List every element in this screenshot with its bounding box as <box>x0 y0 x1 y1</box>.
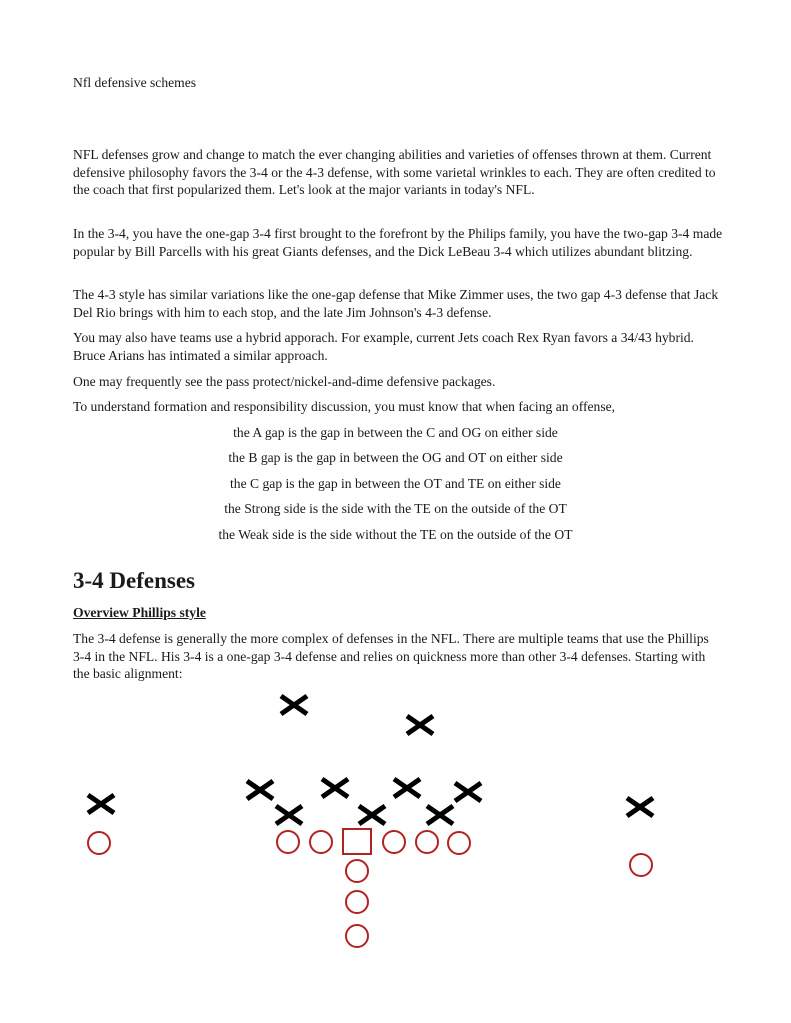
offense-player-mark <box>383 831 405 853</box>
offense-player-mark <box>346 860 368 882</box>
packages-paragraph: One may frequently see the pass protect/nickel-and-dime defensive packages. <box>73 374 496 389</box>
gap-definition-a: the A gap is the gap in between the C and OG on either side <box>233 425 558 440</box>
hybrid-paragraph: You may also have teams use a hybrid apporach. For example, current Jets coach Rex Ryan favors a 34/43 hybrid. Bruce Arians has intimated a similar approach. <box>73 330 694 363</box>
defender-mark <box>247 781 273 799</box>
defender-mark <box>88 795 114 813</box>
four-three-variants-paragraph: The 4-3 style has similar variations like the one-gap defense that Mike Zimmer uses, the two gap 4-3 defense that Jack Del Rio brings with him to each stop, and the late Jim Johnson's 4-3 defense. <box>73 287 719 320</box>
center-mark <box>343 829 371 854</box>
gap-definition-b: the B gap is the gap in between the OG and OT on either side <box>228 450 563 465</box>
offense-player-mark <box>310 831 332 853</box>
section-heading: 3-4 Defenses <box>73 568 195 593</box>
offense-player-mark <box>630 854 652 876</box>
section-paragraph: The 3-4 defense is generally the more complex of defenses in the NFL. There are multiple teams that use the Phillips 3-4 in the NFL. His 3-4 is a one-gap 3-4 defense and relies on quickness more than other 3-4 defenses. Starting with the basic alignment: <box>73 631 709 681</box>
weak-side-definition: the Weak side is the side without the TE on the outside of the OT <box>218 527 573 542</box>
defender-mark <box>407 716 433 734</box>
gap-definition-c: the C gap is the gap in between the OT and TE on either side <box>230 476 561 491</box>
offense-player-mark <box>88 832 110 854</box>
offense-player-mark <box>346 925 368 947</box>
defender-mark <box>359 806 385 824</box>
defender-mark <box>322 779 348 797</box>
intro-paragraph: NFL defenses grow and change to match the ever changing abilities and varieties of offenses thrown at them. Current defensive philosophy favors the 3-4 or the 4-3 defense, with some varietal wrinkles to each. They are often credited to the coach that first popularized them. Let's look at the major variants in today's NFL. <box>73 147 716 197</box>
defender-mark <box>455 783 481 801</box>
three-four-variants-paragraph: In the 3-4, you have the one-gap 3-4 first brought to the forefront by the Philips family, you have the two-gap 3-4 made popular by Bill Parcells with his great Giants defenses, and the Dick LeBeau 3-4 which utilizes abundant blitzing. <box>73 226 723 259</box>
defender-mark <box>276 806 302 824</box>
subheading: Overview Phillips style <box>73 605 206 620</box>
defender-mark <box>427 806 453 824</box>
defender-mark <box>627 798 653 816</box>
formation-intro-paragraph: To understand formation and responsibility discussion, you must know that when facing an offense, <box>73 399 616 414</box>
offense-player-mark <box>346 891 368 913</box>
offense-player-mark <box>416 831 438 853</box>
offense-player-mark <box>448 832 470 854</box>
document-title: Nfl defensive schemes <box>73 75 197 90</box>
offense-player-mark <box>277 831 299 853</box>
strong-side-definition: the Strong side is the side with the TE on the outside of the OT <box>224 501 567 516</box>
defender-mark <box>281 696 307 714</box>
defender-mark <box>394 779 420 797</box>
